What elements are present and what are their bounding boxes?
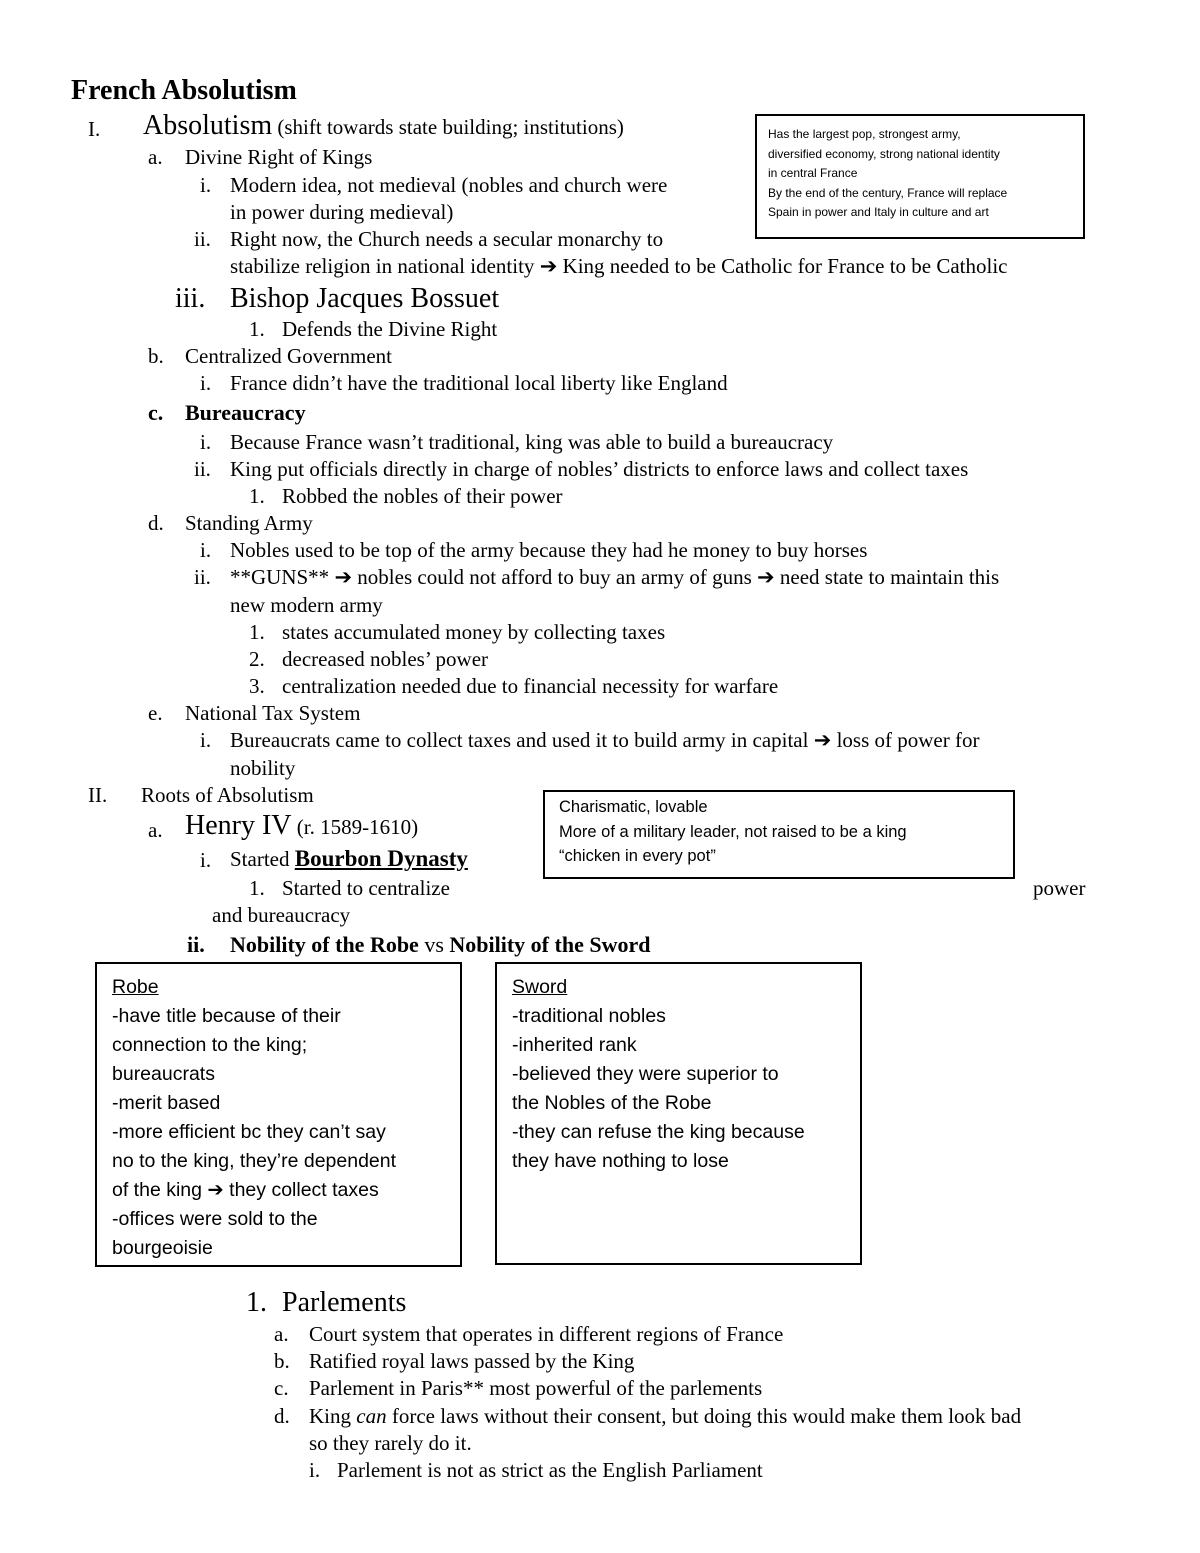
outline-marker: b. (148, 344, 164, 368)
item-text: new modern army (230, 593, 383, 617)
outline-marker: d. (148, 511, 164, 535)
arrow-icon: ➔ (813, 728, 832, 752)
item-text: Robbed the nobles of their power (282, 484, 563, 508)
outline-marker: ii. (187, 932, 205, 957)
outline-marker: 1. (246, 1287, 267, 1318)
callout-henry-traits: Charismatic, lovable More of a military leader, not raised to be a king “chicken in every pot” (543, 790, 1015, 879)
section-heading-absolutism: Absolutism (shift towards state building; institutions) (143, 110, 624, 141)
item-bureaucracy: Bureaucracy (185, 400, 306, 425)
outline-marker: i. (200, 538, 212, 562)
arrow-icon: ➔ (539, 254, 558, 278)
outline-marker: b. (274, 1349, 290, 1373)
outline-marker: 1. (249, 620, 265, 644)
item-text-with-arrow: Bureaucrats came to collect taxes and used it to build army in capital ➔ loss of power for (230, 728, 980, 752)
arrow-icon: ➔ (207, 1179, 224, 1201)
item-text: Court system that operates in different regions of France (309, 1322, 784, 1346)
item-centralized-government: Centralized Government (185, 344, 393, 368)
item-henry-iv: Henry IV (r. 1589-1610) (185, 810, 419, 841)
outline-marker: i. (309, 1458, 321, 1482)
item-text-with-arrow: **GUNS** ➔ nobles could not afford to buy an army of guns ➔ need state to maintain this (230, 565, 1000, 589)
outline-marker: e. (148, 701, 163, 725)
outline-marker: i. (200, 430, 212, 454)
outline-marker: a. (148, 145, 163, 169)
item-text: Parlement in Paris** most powerful of the parlements (309, 1376, 763, 1400)
outline-marker: 1. (249, 484, 265, 508)
section-heading-parlements: Parlements (282, 1287, 407, 1318)
outline-marker: 2. (249, 647, 265, 671)
item-text: France didn’t have the traditional local liberty like England (230, 371, 728, 395)
item-text: Right now, the Church needs a secular monarchy to (230, 227, 664, 251)
outline-marker: a. (148, 818, 163, 842)
item-bourbon: Started Bourbon Dynasty (230, 846, 468, 871)
item-text: Modern idea, not medieval (nobles and church were (230, 173, 668, 197)
outline-marker: 1. (249, 317, 265, 341)
outline-marker: i. (200, 173, 212, 197)
item-text: Defends the Divine Right (282, 317, 498, 341)
item-divine-right: Divine Right of Kings (185, 145, 373, 169)
sword-title: Sword (512, 976, 568, 998)
item-text: Ratified royal laws passed by the King (309, 1349, 635, 1373)
item-text-with-arrow: stabilize religion in national identity ➔ King needed to be Catholic for France to be Catholic (230, 254, 1008, 278)
item-text: in power during medieval) (230, 200, 454, 224)
item-text: King put officials directly in charge of nobles’ districts to enforce laws and collect taxes (230, 457, 969, 481)
item-text: nobility (230, 756, 296, 780)
item-text: and bureaucracy (212, 903, 351, 927)
outline-marker: 3. (249, 674, 265, 698)
item-text: so they rarely do it. (309, 1431, 472, 1455)
item-text: Parlement is not as strict as the English Parliament (337, 1458, 763, 1482)
item-text: Started to centralize (282, 876, 450, 900)
outline-marker: ii. (194, 565, 211, 589)
item-text: states accumulated money by collecting taxes (282, 620, 666, 644)
item-text: Because France wasn’t traditional, king was able to build a bureaucracy (230, 430, 834, 454)
robe-box: Robe -have title because of their connection to the king; bureaucrats -merit based -more efficient bc they can’t say no to the king, they’re dependent of the king ➔ they collect taxes -offices were sold to the bourgeoisie (95, 962, 462, 1267)
callout-france-facts: Has the largest pop, strongest army, diversified economy, strong national identity in central France By the end of the century, France will replace Spain in power and Italy in culture and art (755, 114, 1085, 239)
page-title: French Absolutism (71, 75, 297, 106)
outline-marker: ii. (194, 227, 211, 251)
outline-marker: II. (88, 783, 108, 807)
outline-marker: iii. (175, 283, 206, 314)
item-standing-army: Standing Army (185, 511, 313, 535)
item-bossuet: Bishop Jacques Bossuet (230, 283, 500, 314)
item-text: centralization needed due to financial necessity for warfare (282, 674, 779, 698)
item-text: power (1033, 876, 1086, 900)
item-text: King can force laws without their consent, but doing this would make them look bad (309, 1404, 1022, 1428)
item-text: Nobles used to be top of the army because they had he money to buy horses (230, 538, 868, 562)
item-national-tax: National Tax System (185, 701, 361, 725)
arrow-icon: ➔ (757, 565, 775, 589)
robe-title: Robe (112, 976, 159, 998)
outline-marker: I. (88, 117, 101, 141)
outline-marker: i. (200, 371, 212, 395)
item-robe-vs-sword: Nobility of the Robe vs Nobility of the Sword (230, 932, 651, 957)
outline-marker: a. (274, 1322, 289, 1346)
sword-box: Sword -traditional nobles -inherited rank -believed they were superior to the Nobles of the Robe -they can refuse the king because they have nothing to lose (495, 962, 862, 1265)
outline-marker: i. (200, 728, 212, 752)
item-text: decreased nobles’ power (282, 647, 489, 671)
outline-marker: i. (200, 848, 212, 872)
outline-marker: c. (274, 1376, 289, 1400)
arrow-icon: ➔ (334, 565, 353, 589)
outline-marker: ii. (194, 457, 211, 481)
outline-marker: 1. (249, 876, 265, 900)
outline-marker: c. (148, 400, 164, 425)
outline-marker: d. (274, 1404, 290, 1428)
section-heading-roots: Roots of Absolutism (141, 783, 314, 807)
